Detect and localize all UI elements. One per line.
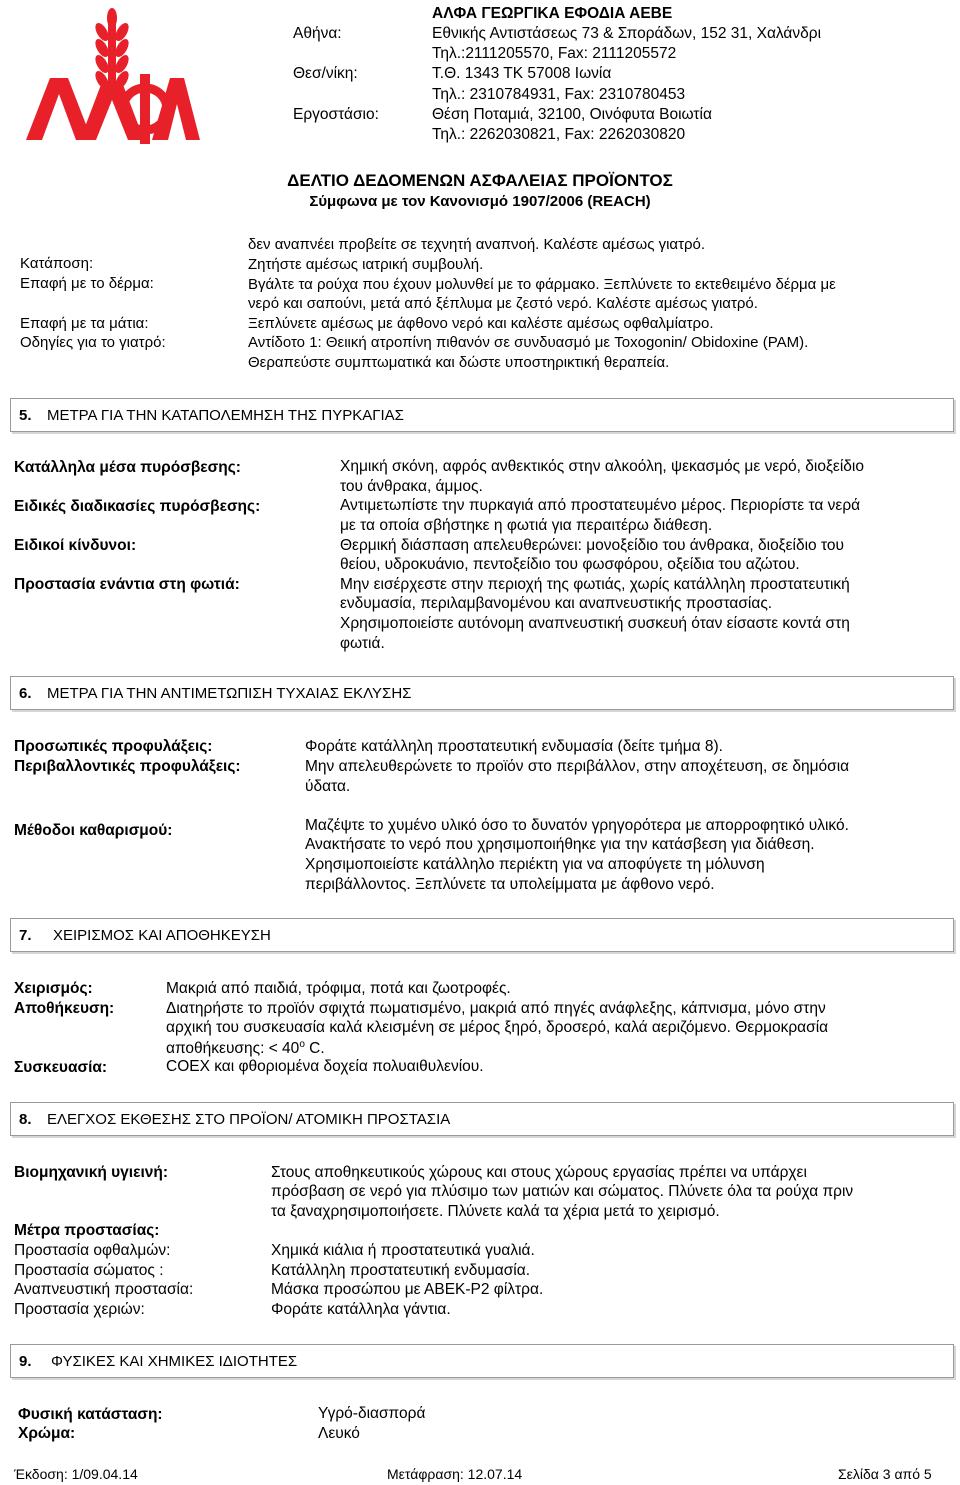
thessaloniki-phone: Τηλ.: 2310784931, Fax: 2310780453 [432,86,686,103]
ingestion-label: Κατάποση: [20,255,94,272]
section-title: ΜΕΤΡΑ ΓΙΑ ΤΗΝ ΑΝΤΙΜΕΤΩΠΙΣΗ ΤΥΧΑΙΑΣ ΕΚΛΥΣΗΣ [47,685,412,702]
section-title: ΧΕΙΡΙΣΜΟΣ ΚΑΙ ΑΠΟΘΗΚΕΥΣΗ [53,927,271,944]
first-aid-line: νερό και σαπούνι, μετά από ξέπλυμα με ζεστό νερό. Καλέστε αμέσως γιατρό. [248,295,758,312]
first-aid-line: Βγάλτε τα ρούχα που έχουν μολυνθεί με το φάρμακο. Ξεπλύνετε το εκτεθειμένο δέρμα με [248,276,836,293]
storage-line: αρχική του συσκευασία καλά κλεισμένη σε μέρος ξηρό, δροσερό, καλά αεριζόμενο. Θερμοκρασία [166,1019,829,1036]
protection-measures-label: Μέτρα προστασίας: [14,1222,160,1239]
packaging-label: Συσκευασία: [14,1059,108,1076]
fire-line: Χημική σκόνη, αφρός ανθεκτικός στην αλκοόλη, ψεκασμός με νερό, διοξείδιο [340,458,864,475]
personal-precautions-label: Προσωπικές προφυλάξεις: [14,738,213,755]
section-number: 7. [19,927,32,944]
body-protection-label: Προστασία σώματος : [14,1262,164,1279]
section-9-header [10,1344,954,1378]
fire-line: φωτιά. [340,635,385,652]
first-aid-line: Αντίδοτο 1: Θειική ατροπίνη πιθανόν σε συνδυασμό με Toxogonin/ Obidoxine (PAM). [248,334,809,351]
section-title: ΜΕΤΡΑ ΓΙΑ ΤΗΝ ΚΑΤΑΠΟΛΕΜΗΣΗ ΤΗΣ ΠΥΡΚΑΓΙΑΣ [47,407,404,424]
page-number: Σελίδα 3 από 5 [838,1466,932,1482]
storage-temperature-text: αποθήκευσης: < 40 [166,1040,300,1058]
athens-phone: Τηλ.:2111205570, Fax: 2111205572 [432,45,677,62]
storage-line: COEX και φθοριομένα δοχεία πολυαιθυλενίου. [166,1058,484,1075]
storage-temperature-unit: C. [304,1040,325,1058]
fire-line: ενδυμασία, περιλαμβανομένου και αναπνευστικής προστασίας. [340,595,773,612]
firefighting-procedures-label: Ειδικές διαδικασίες πυρόσβεσης: [14,498,261,515]
first-aid-line: δεν αναπνέει προβείτε σε τεχνητή αναπνοή. Καλέστε αμέσως γιατρό. [248,236,706,253]
translation-info: Μετάφραση: 12.07.14 [387,1466,523,1482]
thessaloniki-address: Τ.Θ. 1343 ΤΚ 57008 Ιωνία [432,65,612,82]
fire-line: Αντιμετωπίστε την πυρκαγιά από προστατευμένο μέρος. Περιορίστε τα νερά [340,497,861,514]
exposure-line: Χημικά κιάλια ή προστατευτικά γυαλιά. [271,1242,535,1259]
color-label: Χρώμα: [18,1425,76,1442]
eye-protection-label: Προστασία οφθαλμών: [14,1242,171,1259]
company-logo [22,8,202,150]
storage-line: Διατηρήστε το προϊόν σφιχτά πωματισμένο, μακριά από πηγές ανάφλεξης, κάπνισμα, μόνο στην [166,1000,826,1017]
industrial-hygiene-label: Βιομηχανική υγιεινή: [14,1164,169,1181]
company-name: ΑΛΦΑ ΓΕΩΡΓΙΚΑ ΕΦΟΔΙΑ ΑΕΒΕ [432,5,673,22]
physical-state-value: Υγρό-διασπορά [318,1405,426,1422]
eye-contact-label: Επαφή με τα μάτια: [20,315,149,332]
factory-phone: Τηλ.: 2262030821, Fax: 2262030820 [432,126,686,143]
fire-protection-label: Προστασία ενάντια στη φωτιά: [14,576,240,593]
fire-line: Θερμική διάσπαση απελευθερώνει: μονοξείδιο του άνθρακα, διοξείδιο του [340,537,844,554]
storage-label: Αποθήκευση: [14,1000,115,1017]
thessaloniki-label: Θεσ/νίκη: [293,65,358,82]
cleanup-methods-label: Μέθοδοι καθαρισμού: [14,822,173,839]
exposure-line: τα ξαναχρησιμοποιήσετε. Πλύνετε καλά τα χέρια μετά το χειρισμό. [271,1203,720,1220]
exposure-line: Φοράτε κατάλληλα γάντια. [271,1301,451,1318]
fire-line: Χρησιμοποιείστε αυτόνομη αναπνευστική συσκευή όταν είσαστε κοντά στη [340,615,850,632]
physical-state-label: Φυσική κατάσταση: [18,1406,163,1423]
doctor-instructions-label: Οδηγίες για το γιατρό: [20,334,166,351]
fire-line: θείου, υδροκυάνιο, πεντοξείδιο του φωσφόρου, οξείδια του αζώτου. [340,556,800,573]
first-aid-line: Ξεπλύνετε αμέσως με άφθονο νερό και καλέστε αμέσως οφθαλμίατρο. [248,315,714,332]
exposure-line: Κατάλληλη προστατευτική ενδυμασία. [271,1262,531,1279]
exposure-line: Στους αποθηκευτικούς χώρους και στους χώρους εργασίας πρέπει να υπάρχει [271,1164,807,1181]
section-7-header [10,918,954,952]
storage-temperature-line [166,1039,325,1058]
athens-label: Αθήνα: [293,25,342,42]
first-aid-line: Θεραπεύστε συμπτωματικά και δώστε υποστηρικτική θεραπεία. [248,354,670,371]
document-subtitle: Σύμφωνα με τον Κανονισμό 1907/2006 (REACH) [309,193,651,210]
issue-info: Έκδοση: 1/09.04.14 [14,1466,138,1482]
document-title: ΔΕΛΤΙΟ ΔΕΔΟΜΕΝΩΝ ΑΣΦΑΛΕΙΑΣ ΠΡΟΪΟΝΤΟΣ [287,171,673,190]
factory-address: Θέση Ποταμιά, 32100, Οινόφυτα Βοιωτία [432,106,712,123]
spill-line: Μην απελευθερώνετε το προϊόν στο περιβάλλον, στην αποχέτευση, σε δημόσια [305,758,850,775]
section-6-header [10,676,954,710]
section-title: ΦΥΣΙΚΕΣ ΚΑΙ ΧΗΜΙΚΕΣ ΙΔΙΟΤΗΤΕΣ [51,1353,298,1370]
spill-line: Μαζέψτε το χυμένο υλικό όσο το δυνατόν γρηγορότερα με απορροφητικό υλικό. [305,817,849,834]
handling-label: Χειρισμός: [14,980,93,997]
first-aid-line: Ζητήστε αμέσως ιατρική συμβουλή. [248,256,484,273]
environmental-precautions-label: Περιβαλλοντικές προφυλάξεις: [14,758,241,775]
section-title: ΕΛΕΓΧΟΣ ΕΚΘΕΣΗΣ ΣΤΟ ΠΡΟΪΟΝ/ ΑΤΟΜΙΚΗ ΠΡΟΣΤΑΣΙΑ [47,1111,451,1128]
section-5-header [10,398,954,432]
spill-line: Χρησιμοποιείστε κατάλληλο περιέκτη για να αποφύγετε τη μόλυνση [305,856,765,873]
section-number: 9. [19,1353,32,1370]
respiratory-protection-label: Αναπνευστική προστασία: [14,1281,194,1298]
fire-line: του άνθρακα, άμμος. [340,478,483,495]
color-value: Λευκό [318,1425,360,1442]
spill-line: περιβάλλοντος. Ξεπλύνετε τα υπολείμματα με άφθονο νερό. [305,876,715,893]
special-hazards-label: Ειδικοί κίνδυνοι: [14,537,137,554]
fire-line: Μην εισέρχεστε στην περιοχή της φωτιάς, χωρίς κατάλληλη προστατευτική [340,576,850,593]
storage-line: Μακριά από παιδιά, τρόφιμα, ποτά και ζωοτροφές. [166,980,511,997]
exposure-line: πρόσβαση σε νερό για πλύσιμο των ματιών και σώματος. Πλύνετε όλα τα ρούχα πριν [271,1183,854,1200]
athens-address: Εθνικής Αντιστάσεως 73 & Σποράδων, 152 31, Χαλάνδρι [432,25,822,42]
factory-label: Εργοστάσιο: [293,106,379,123]
section-number: 8. [19,1111,32,1128]
section-number: 5. [19,407,32,424]
skin-contact-label: Επαφή με το δέρμα: [20,275,154,292]
section-number: 6. [19,685,32,702]
section-8-header [10,1102,954,1136]
hand-protection-label: Προστασία χεριών: [14,1301,145,1318]
degree-superscript: ο [299,1039,305,1050]
spill-line: ύδατα. [305,778,351,795]
spill-line: Ανακτήσατε το νερό που χρησιμοποιήθηκε για την κατάσβεση για διάθεση. [305,836,815,853]
fire-line: με τα οποία σβήστηκε η φωτιά για περαιτέρω διάθεση. [340,517,713,534]
exposure-line: Μάσκα προσώπου με ΑΒΕΚ-Ρ2 φίλτρα. [271,1281,544,1298]
extinguishing-media-label: Κατάλληλα μέσα πυρόσβεσης: [14,459,241,476]
spill-line: Φοράτε κατάλληλη προστατευτική ενδυμασία (δείτε τμήμα 8). [305,738,723,755]
